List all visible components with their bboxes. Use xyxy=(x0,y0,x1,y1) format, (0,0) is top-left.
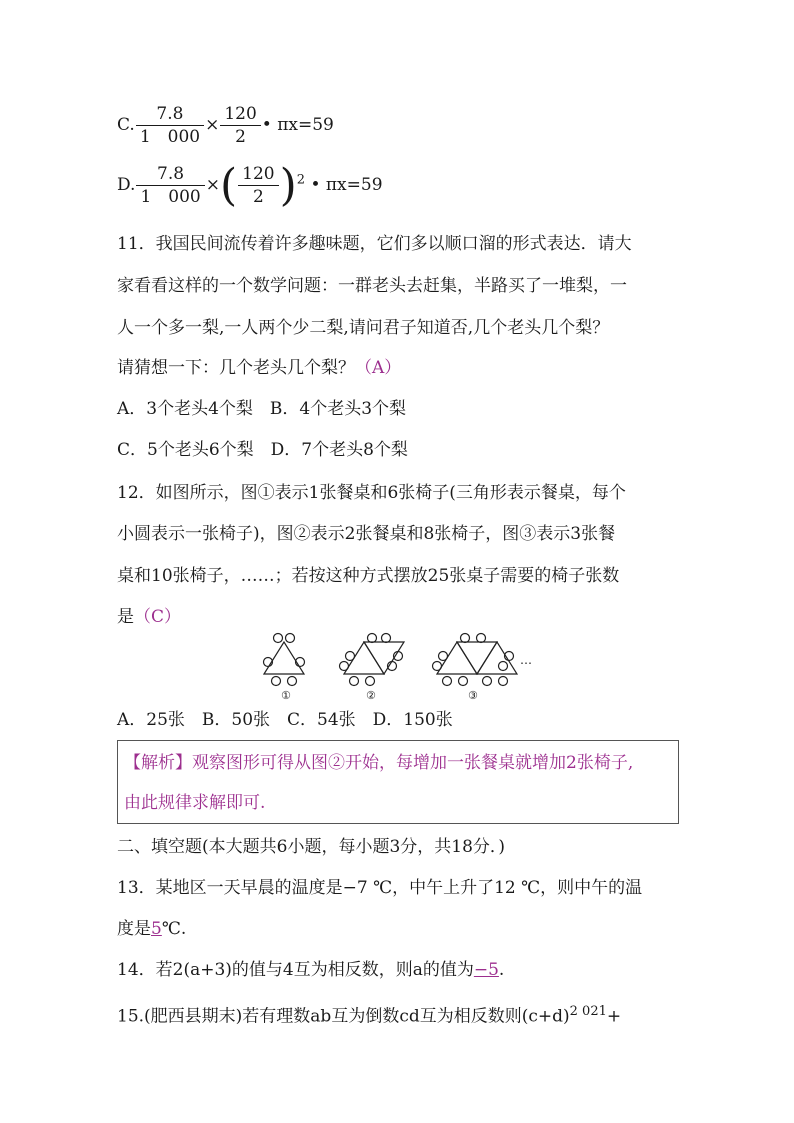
q12-line-1: 12．如图所示，图①表示1张餐桌和6张椅子(三角形表示餐桌，每个 xyxy=(117,483,626,503)
q11-line-3: 人一个多一梨,一人两个少二梨,请问君子知道否,几个老头几个梨？ xyxy=(117,318,610,338)
left-paren: ( xyxy=(219,159,238,211)
figure-ellipsis: … xyxy=(520,653,532,667)
q14-answer: −5 xyxy=(473,960,499,980)
q11-line-4: 请猜想一下：几个老头几个梨？（A） xyxy=(117,358,402,378)
figure-label-2: ② xyxy=(366,689,376,702)
fraction: $\frac{7.8}{1 000}$ xyxy=(136,103,204,148)
q15-exponent: 2 021 xyxy=(569,1004,607,1019)
q11-options-1: A．3个老头4个梨 B．4个老头3个梨 xyxy=(117,399,407,419)
q15-line: 15.(肥西县期末)若有理数ab互为倒数cd互为相反数则$(c+d)^{2 021}+$ xyxy=(117,1004,622,1027)
table-chairs-figure xyxy=(0,632,794,712)
q11-line-2: 家看看这样的一个数学问题：一群老头去赶集，半路买了一堆梨，一 xyxy=(117,276,627,296)
fraction: $\frac{7.8}{1 000}$ xyxy=(136,163,204,208)
option-c-label: C. xyxy=(117,115,135,135)
figure-3-pattern xyxy=(433,634,518,686)
section-heading: 二、填空题(本大题共6小题，每小题3分，共18分．) xyxy=(117,837,506,857)
right-paren: ) xyxy=(279,159,297,211)
q12-line-2: 小圆表示一张椅子)，图②表示2张餐桌和8张椅子，图③表示3张餐 xyxy=(117,524,616,544)
q13-line-2: 度是5℃. xyxy=(117,919,187,939)
figure-label-1: ① xyxy=(281,689,291,702)
figure-label-3: ③ xyxy=(468,689,478,702)
q12-line-3: 桌和10张椅子，……；若按这种方式摆放25张桌子需要的椅子张数 xyxy=(117,566,620,586)
q11-answer: （A） xyxy=(355,358,402,378)
q13-answer: 5 xyxy=(151,919,162,939)
q12-answer: （C） xyxy=(134,607,182,627)
q11-line-1: 11．我国民间流传着许多趣味题，它们多以顺口溜的形式表达．请大 xyxy=(117,234,632,254)
q14-line: 14．若2(a+3)的值与4互为相反数，则a的值为−5. xyxy=(117,960,505,980)
q13-line-1: 13．某地区一天早晨的温度是−7 ℃，中午上升了12 ℃，则中午的温 xyxy=(117,878,643,898)
analysis-box xyxy=(117,740,679,824)
fraction: $\frac{120}{2}$ xyxy=(238,163,278,208)
q11-options-2: C．5个老头6个梨 D．7个老头8个梨 xyxy=(117,440,408,460)
q12-line-4: 是（C） xyxy=(117,607,182,627)
option-d-label: D. xyxy=(117,175,136,195)
figure-1-pattern xyxy=(264,634,305,686)
analysis-line-1: 【解析】观察图形可得从图②开始，每增加一张餐桌就增加2张椅子, xyxy=(124,753,634,773)
option-d: D. $\frac{7.8}{1 000}$ ×( $\frac{120}{2}$ )$^2$ • πx=59 xyxy=(117,159,383,211)
q12-options: A．25张 B．50张 C．54张 D．150张 xyxy=(117,710,453,730)
option-c: C. $\frac{7.8}{1 000}$ × $\frac{120}{2}$ • πx=59 xyxy=(117,104,334,147)
figure-2-pattern xyxy=(340,634,405,686)
fraction: $\frac{120}{2}$ xyxy=(220,103,260,148)
analysis-line-2: 由此规律求解即可. xyxy=(124,793,266,813)
